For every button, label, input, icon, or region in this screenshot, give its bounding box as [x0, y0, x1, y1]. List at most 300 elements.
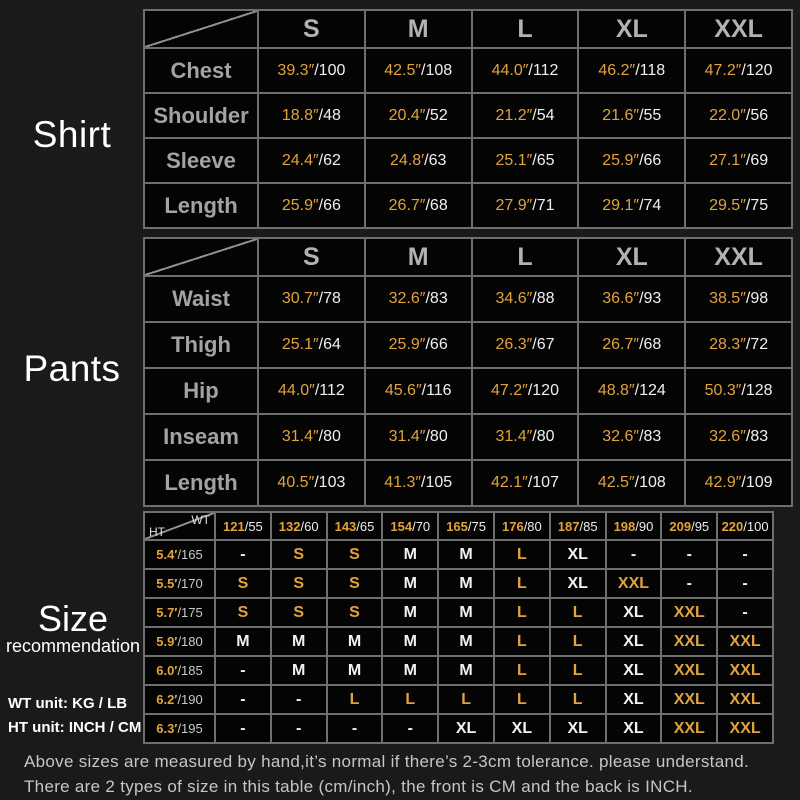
recommended-size-value: S [293, 603, 305, 621]
cm-value: /65 [532, 151, 555, 169]
size-recommendation-subtitle: recommendation [5, 636, 141, 656]
inch-value: 25.9″ [281, 196, 319, 214]
cm-value: /120 [741, 61, 773, 79]
measurement-value-cell [685, 93, 792, 138]
inch-value: 25.9″ [602, 151, 640, 169]
recommended-size-value: M [292, 661, 306, 679]
recommended-size-value: XXL [673, 661, 705, 679]
measurement-value-cell [258, 414, 365, 460]
recommended-size-cell [717, 714, 773, 743]
measurement-value-cell [472, 414, 579, 460]
recommended-size-value: M [403, 545, 417, 563]
recommended-size-cell [717, 540, 773, 569]
recommended-size-cell [271, 540, 327, 569]
inch-value: 27.9″ [495, 196, 533, 214]
recommended-size-value: - [742, 574, 748, 592]
recommended-size-value: L [516, 632, 527, 650]
measurement-row-label: Waist [144, 276, 258, 322]
cm-value: /72 [745, 336, 769, 353]
recommended-size-cell [606, 714, 662, 743]
recommended-size-value: L [572, 661, 583, 679]
recommended-size-cell [494, 685, 550, 714]
recommended-size-cell [550, 685, 606, 714]
recommended-size-cell [717, 598, 773, 627]
cm-value: /78 [318, 290, 341, 307]
measurement-value-cell [578, 183, 685, 228]
recommended-size-value: XL [623, 719, 644, 737]
recommended-size-cell [494, 540, 550, 569]
size-column-header: L [472, 10, 579, 48]
weight-column-header [717, 512, 773, 540]
measurement-value-cell [365, 183, 472, 228]
recommended-size-value: - [742, 545, 748, 563]
weight-column-header [382, 512, 438, 540]
cm-value: /54 [532, 106, 555, 124]
table-row [144, 138, 792, 183]
recommended-size-value: - [686, 545, 692, 563]
table-row [144, 48, 792, 93]
measurement-row-label: Length [144, 183, 258, 228]
table-row [144, 627, 773, 656]
recommended-size-cell [494, 656, 550, 685]
measurement-value-cell [472, 276, 579, 322]
recommended-size-value: L [461, 690, 471, 708]
inch-value: 24.4″ [281, 151, 319, 169]
height-cm-value: /195 [177, 721, 203, 736]
weight-lb-value: 132 [278, 518, 301, 534]
recommended-size-cell [438, 714, 494, 743]
table-row [144, 540, 773, 569]
recommended-size-cell [327, 569, 383, 598]
recommended-size-cell [271, 598, 327, 627]
recommended-size-value: M [347, 632, 362, 650]
recommended-size-cell [327, 714, 383, 743]
recommended-size-cell [271, 685, 327, 714]
recommended-size-cell [550, 540, 606, 569]
cm-value: /100 [314, 61, 346, 79]
recommended-size-value: L [516, 545, 527, 563]
recommended-size-value: XXL [673, 690, 705, 708]
size-recommendation-title: Size [37, 598, 109, 639]
table-row [144, 598, 773, 627]
size-column-header: S [258, 238, 365, 276]
weight-column-header [215, 512, 271, 540]
recommended-size-cell [661, 598, 717, 627]
table-header-row [144, 512, 773, 540]
inch-value: 31.4″ [495, 428, 533, 445]
table-row [144, 569, 773, 598]
recommended-size-value: XL [623, 690, 644, 708]
inch-value: 31.4″ [281, 428, 319, 445]
recommended-size-value: XL [623, 603, 644, 621]
size-column-header: XL [578, 238, 685, 276]
height-row-label [144, 656, 215, 685]
inch-value: 32.6″ [602, 428, 640, 445]
measurement-value-cell [685, 460, 792, 506]
measurement-value-cell [685, 183, 792, 228]
measurement-value-cell [365, 368, 472, 414]
inch-value: 46.2″ [598, 61, 636, 79]
size-column-header: XL [578, 10, 685, 48]
recommended-size-cell [606, 685, 662, 714]
weight-column-header [494, 512, 550, 540]
cm-value: /80 [318, 428, 341, 445]
cm-value: /103 [314, 474, 346, 491]
recommended-size-value: M [459, 632, 473, 650]
shirt-size-table [143, 9, 793, 229]
recommended-size-value: XXL [673, 603, 705, 621]
inch-value: 39.3″ [277, 61, 315, 79]
recommended-size-cell [271, 714, 327, 743]
cm-value: /66 [425, 336, 448, 353]
height-ft-value: 5.5′ [156, 576, 178, 591]
recommended-size-cell [606, 627, 662, 656]
cm-value: /108 [421, 61, 453, 79]
inch-value: 41.3″ [384, 474, 422, 491]
recommended-size-cell [661, 656, 717, 685]
height-cm-value: /170 [177, 576, 203, 591]
weight-kg-value: /55 [244, 518, 263, 534]
cm-value: /52 [425, 106, 448, 124]
recommended-size-cell [215, 627, 271, 656]
measurement-value-cell [472, 460, 579, 506]
height-ft-value: 5.7′ [156, 605, 178, 620]
measurement-value-cell [685, 276, 792, 322]
cm-value: /109 [741, 474, 773, 491]
shirt-section-label: Shirt [32, 114, 112, 155]
recommended-size-cell [494, 627, 550, 656]
inch-value: 38.5″ [709, 290, 746, 307]
height-cm-value: /185 [177, 663, 203, 678]
height-row-label [144, 627, 215, 656]
weight-column-header [661, 512, 717, 540]
recommended-size-value: M [236, 632, 250, 650]
recommended-size-cell [717, 656, 773, 685]
cm-value: /83 [639, 428, 662, 445]
recommended-size-cell [438, 656, 494, 685]
recommended-size-cell [661, 685, 717, 714]
cm-value: /67 [532, 336, 555, 353]
weight-kg-value: /85 [579, 518, 598, 534]
recommended-size-value: - [240, 690, 246, 708]
table-row [144, 656, 773, 685]
measurement-value-cell [685, 414, 792, 460]
height-row-label [144, 685, 215, 714]
measurement-value-cell [472, 138, 579, 183]
recommended-size-value: M [403, 661, 417, 679]
cm-value: /80 [532, 428, 555, 445]
recommended-size-value: S [349, 603, 360, 621]
table-row [144, 183, 792, 228]
cm-value: /80 [425, 428, 448, 445]
cm-value: /98 [745, 290, 769, 307]
measurement-row-label: Inseam [144, 414, 258, 460]
recommended-size-value: L [572, 690, 583, 708]
height-ft-value: 5.4′ [156, 547, 178, 562]
height-row-label [144, 540, 215, 569]
measurement-value-cell [258, 276, 365, 322]
cm-value: /68 [639, 336, 662, 353]
size-column-header: S [258, 10, 365, 48]
recommended-size-cell [215, 569, 271, 598]
recommended-size-cell [550, 627, 606, 656]
recommended-size-cell [606, 598, 662, 627]
measurement-value-cell [578, 414, 685, 460]
measurement-value-cell [578, 48, 685, 93]
measurement-value-cell [258, 48, 365, 93]
recommended-size-value: XL [567, 545, 588, 563]
measurement-value-cell [258, 138, 365, 183]
recommended-size-cell [327, 685, 383, 714]
cm-value: /55 [639, 106, 662, 124]
inch-value: 42.1″ [491, 474, 528, 491]
cm-value: /63 [424, 151, 447, 169]
recommended-size-value: XXL [729, 632, 761, 650]
footer-line-1: Above sizes are measured by hand,it’s normal if there’s 2-3cm tolerance. please understand. [24, 752, 749, 771]
recommended-size-cell [550, 569, 606, 598]
cm-value: /88 [532, 290, 555, 307]
size-column-header: M [365, 10, 472, 48]
recommended-size-value: XXL [673, 719, 705, 737]
recommended-size-cell [327, 656, 383, 685]
recommended-size-value: XXL [617, 574, 650, 592]
height-row-label [144, 569, 215, 598]
inch-value: 40.5″ [277, 474, 315, 491]
inch-value: 50.3″ [704, 382, 742, 399]
weight-kg-value: /100 [743, 518, 769, 534]
measurement-value-cell [472, 368, 579, 414]
cm-value: /69 [745, 151, 769, 169]
recommended-size-cell [271, 656, 327, 685]
recommended-size-cell [327, 540, 383, 569]
inch-value: 26.3″ [495, 336, 533, 353]
measurement-value-cell [685, 138, 792, 183]
ht-unit-note: HT unit: INCH / CM [8, 719, 142, 736]
inch-value: 30.7″ [281, 290, 319, 307]
weight-axis-label: WT [191, 513, 210, 527]
inch-value: 44.0″ [491, 61, 529, 79]
cm-value: /120 [527, 382, 559, 399]
weight-lb-value: 143 [334, 518, 357, 534]
recommended-size-cell [215, 714, 271, 743]
measurement-row-label: Hip [144, 368, 258, 414]
table-row [144, 714, 773, 743]
weight-kg-value: /75 [467, 518, 486, 534]
weight-column-header [550, 512, 606, 540]
cm-value: /66 [318, 196, 341, 214]
cm-value: /93 [639, 290, 662, 307]
measurement-value-cell [258, 460, 365, 506]
recommended-size-value: XXL [729, 661, 761, 679]
inch-value: 42.5″ [597, 474, 635, 491]
weight-lb-value: 187 [557, 518, 580, 534]
recommended-size-cell [717, 569, 773, 598]
weight-kg-value: /60 [300, 518, 319, 534]
inch-value: 21.6″ [602, 106, 640, 124]
cm-value: /66 [639, 151, 662, 169]
cm-value: /105 [421, 474, 453, 491]
measurement-value-cell [685, 48, 792, 93]
measurement-value-cell [578, 138, 685, 183]
pants-section-label: Pants [23, 348, 121, 389]
recommended-size-cell [382, 685, 438, 714]
measurement-value-cell [258, 183, 365, 228]
height-cm-value: /165 [177, 547, 203, 562]
recommended-size-cell [661, 627, 717, 656]
cm-value: /124 [634, 382, 666, 399]
recommended-size-value: XL [623, 661, 644, 679]
table-row [144, 685, 773, 714]
cm-value: /83 [745, 428, 769, 445]
inch-value: 25.9″ [388, 336, 426, 353]
measurement-value-cell [365, 93, 472, 138]
measurement-value-cell [685, 322, 792, 368]
recommended-size-cell [438, 627, 494, 656]
recommended-size-value: - [240, 545, 246, 563]
height-ft-value: 5.9′ [156, 634, 178, 649]
measurement-row-label: Chest [144, 48, 258, 93]
recommended-size-cell [215, 685, 271, 714]
recommended-size-value: M [459, 661, 473, 679]
recommended-size-value: L [572, 632, 583, 650]
measurement-value-cell [472, 48, 579, 93]
recommended-size-value: - [630, 545, 637, 563]
cm-value: /48 [318, 106, 341, 124]
inch-value: 34.6″ [495, 290, 533, 307]
size-column-header: XXL [685, 238, 792, 276]
table-row [144, 460, 792, 506]
measurement-value-cell [365, 414, 472, 460]
table-row [144, 276, 792, 322]
cm-value: /75 [745, 196, 769, 214]
inch-value: 32.6″ [709, 428, 746, 445]
cm-value: /68 [425, 196, 448, 214]
table-row [144, 368, 792, 414]
cm-value: /64 [318, 336, 341, 353]
cm-value: /83 [425, 290, 448, 307]
recommended-size-cell [494, 598, 550, 627]
recommended-size-value: - [240, 661, 246, 679]
recommended-size-value: XXL [673, 632, 705, 650]
inch-value: 48.8″ [597, 382, 635, 399]
recommended-size-cell [382, 714, 438, 743]
inch-value: 31.4″ [388, 428, 426, 445]
recommended-size-value: S [349, 545, 360, 563]
recommended-size-value: L [516, 574, 527, 592]
inch-value: 47.2″ [704, 61, 742, 79]
inch-value: 27.1″ [709, 151, 746, 169]
measurement-value-cell [578, 322, 685, 368]
recommended-size-cell [271, 569, 327, 598]
table-header-row [144, 238, 792, 276]
size-column-header: M [365, 238, 472, 276]
wt-unit-note: WT unit: KG / LB [8, 695, 128, 712]
recommended-size-cell [494, 569, 550, 598]
recommended-size-cell [717, 627, 773, 656]
recommended-size-value: M [292, 632, 306, 650]
recommended-size-cell [382, 540, 438, 569]
cm-value: /107 [527, 474, 559, 491]
measurement-value-cell [578, 460, 685, 506]
weight-kg-value: /80 [523, 518, 542, 534]
weight-lb-value: 198 [613, 518, 636, 534]
recommended-size-cell [550, 656, 606, 685]
inch-value: 20.4″ [388, 106, 426, 124]
weight-kg-value: /90 [635, 518, 654, 534]
recommended-size-cell [606, 540, 662, 569]
recommended-size-cell [382, 656, 438, 685]
inch-value: 25.1″ [281, 336, 319, 353]
recommended-size-value: M [403, 603, 417, 621]
measurement-row-label: Sleeve [144, 138, 258, 183]
recommended-size-cell [327, 627, 383, 656]
size-column-header: XXL [685, 10, 792, 48]
measurement-value-cell [258, 368, 365, 414]
recommended-size-cell [438, 569, 494, 598]
inch-value: 29.5″ [709, 196, 746, 214]
unit-notes [8, 692, 158, 740]
height-ft-value: 6.0′ [156, 663, 178, 678]
recommended-size-value: S [293, 545, 305, 563]
weight-lb-value: 165 [446, 518, 468, 534]
cm-value: /74 [639, 196, 662, 214]
measurement-value-cell [365, 460, 472, 506]
table-row [144, 322, 792, 368]
recommended-size-value: XXL [729, 719, 761, 737]
cm-value: /116 [421, 382, 452, 399]
recommended-size-cell [327, 598, 383, 627]
weight-kg-value: /65 [356, 518, 375, 534]
recommended-size-cell [382, 569, 438, 598]
inch-value: 36.6″ [602, 290, 640, 307]
weight-kg-value: /95 [691, 518, 710, 534]
inch-value: 45.6″ [384, 382, 422, 399]
recommended-size-cell [382, 598, 438, 627]
cm-value: /112 [314, 382, 345, 399]
recommended-size-value: L [516, 661, 527, 679]
inch-value: 28.3″ [709, 336, 746, 353]
inch-value: 25.1″ [495, 151, 533, 169]
recommended-size-value: S [349, 574, 360, 592]
inch-value: 42.9″ [704, 474, 742, 491]
inch-value: 26.7″ [388, 196, 426, 214]
table-row [144, 414, 792, 460]
inch-value: 18.8″ [281, 106, 319, 124]
measurement-value-cell [365, 276, 472, 322]
inch-value: 47.2″ [491, 382, 528, 399]
recommended-size-value: - [351, 719, 358, 737]
measurement-value-cell [365, 48, 472, 93]
weight-column-header [271, 512, 327, 540]
recommended-size-cell [215, 540, 271, 569]
recommended-size-value: L [516, 690, 527, 708]
table-row [144, 93, 792, 138]
measurement-value-cell [578, 93, 685, 138]
recommended-size-value: L [349, 690, 360, 708]
recommended-size-cell [661, 569, 717, 598]
height-cm-value: /175 [177, 605, 203, 620]
weight-column-header [327, 512, 383, 540]
recommended-size-value: S [237, 603, 249, 621]
weight-lb-value: 220 [721, 518, 744, 534]
recommended-size-cell [717, 685, 773, 714]
corner-cell [144, 238, 258, 276]
recommended-size-cell [215, 656, 271, 685]
recommended-size-value: L [516, 603, 527, 621]
recommended-size-value: - [742, 603, 748, 621]
cm-value: /62 [318, 151, 341, 169]
footer-line-2: There are 2 types of size in this table (cm/inch), the front is CM and the back is INCH. [24, 777, 693, 796]
